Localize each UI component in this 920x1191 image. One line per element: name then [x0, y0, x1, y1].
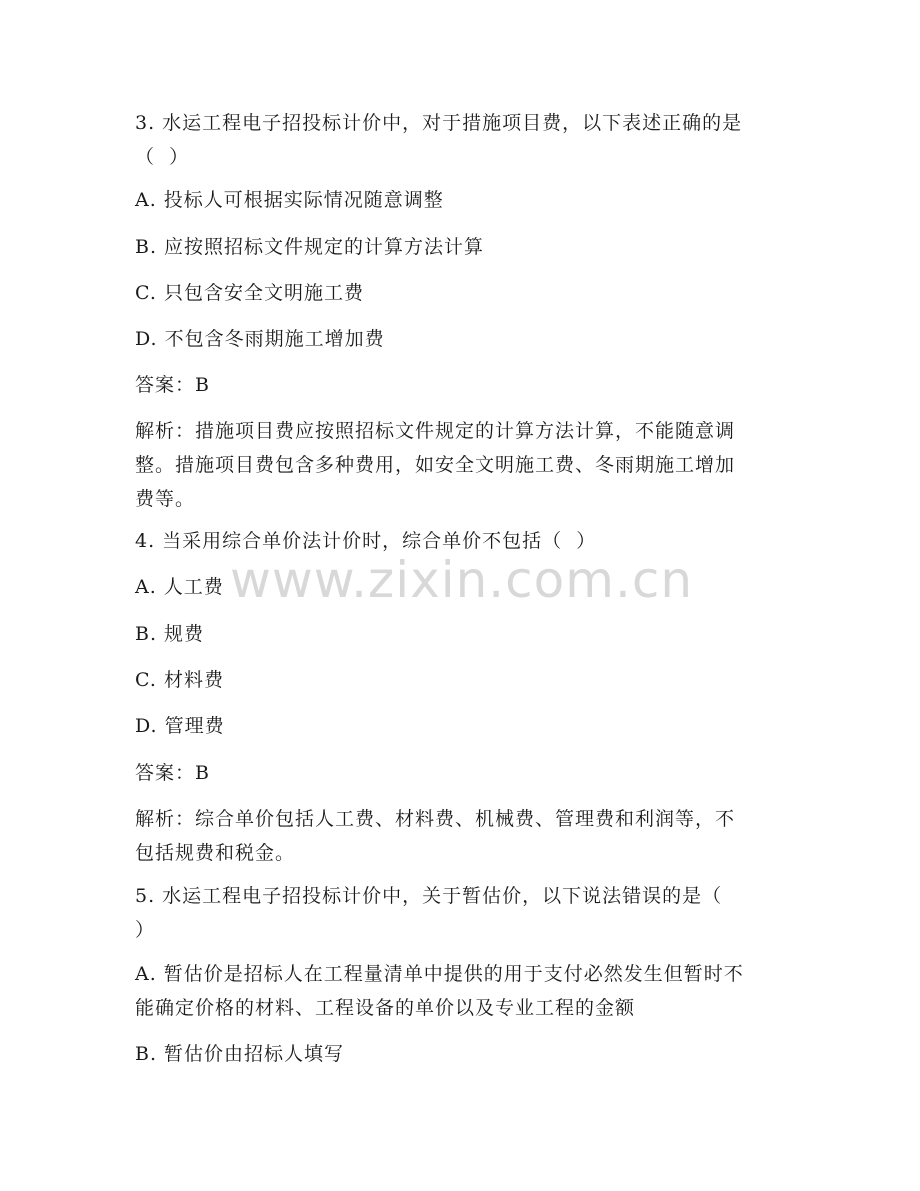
q3-stem-line2: （ ）: [135, 146, 190, 168]
q3-analysis-line1: 解析：措施项目费应按照招标文件规定的计算方法计算，不能随意调: [135, 420, 736, 442]
q4-option-d: D. 管理费: [135, 715, 225, 737]
q3-option-b: B. 应按照招标文件规定的计算方法计算: [135, 236, 485, 258]
q3-option-c: C. 只包含安全文明施工费: [135, 282, 364, 304]
q5-stem-line1: 5. 水运工程电子招投标计价中，关于暂估价，以下说法错误的是（: [135, 885, 723, 907]
q4-analysis-line1: 解析：综合单价包括人工费、材料费、机械费、管理费和利润等，不: [135, 808, 736, 830]
q5-option-a-line1: A. 暂估价是招标人在工程量清单中提供的用于支付必然发生但暂时不: [135, 963, 744, 985]
q3-option-d: D. 不包含冬雨期施工增加费: [135, 328, 385, 350]
q5-option-a-line2: 能确定价格的材料、工程设备的单价以及专业工程的金额: [135, 997, 636, 1019]
q3-answer: 答案：B: [135, 374, 210, 396]
watermark-text: www.zixin.com.cn: [230, 551, 694, 609]
q4-analysis-line2: 包括规费和税金。: [135, 842, 296, 864]
q3-analysis-line2: 整。措施项目费包含多种费用，如安全文明施工费、冬雨期施工增加: [135, 454, 736, 476]
q4-option-a: A. 人工费: [135, 576, 224, 598]
q5-stem-line2: ）: [135, 919, 156, 941]
q4-answer: 答案：B: [135, 762, 210, 784]
q4-stem-line1: 4. 当采用综合单价法计价时，综合单价不包括（ ）: [135, 530, 597, 552]
q3-analysis-line3: 费等。: [135, 488, 196, 510]
q3-option-a: A. 投标人可根据实际情况随意调整: [135, 189, 444, 211]
q4-option-b: B. 规费: [135, 623, 205, 645]
q5-option-b: B. 暂估价由招标人填写: [135, 1043, 345, 1065]
q4-option-c: C. 材料费: [135, 669, 224, 691]
q3-stem-line1: 3. 水运工程电子招投标计价中，对于措施项目费，以下表述正确的是: [135, 112, 743, 134]
